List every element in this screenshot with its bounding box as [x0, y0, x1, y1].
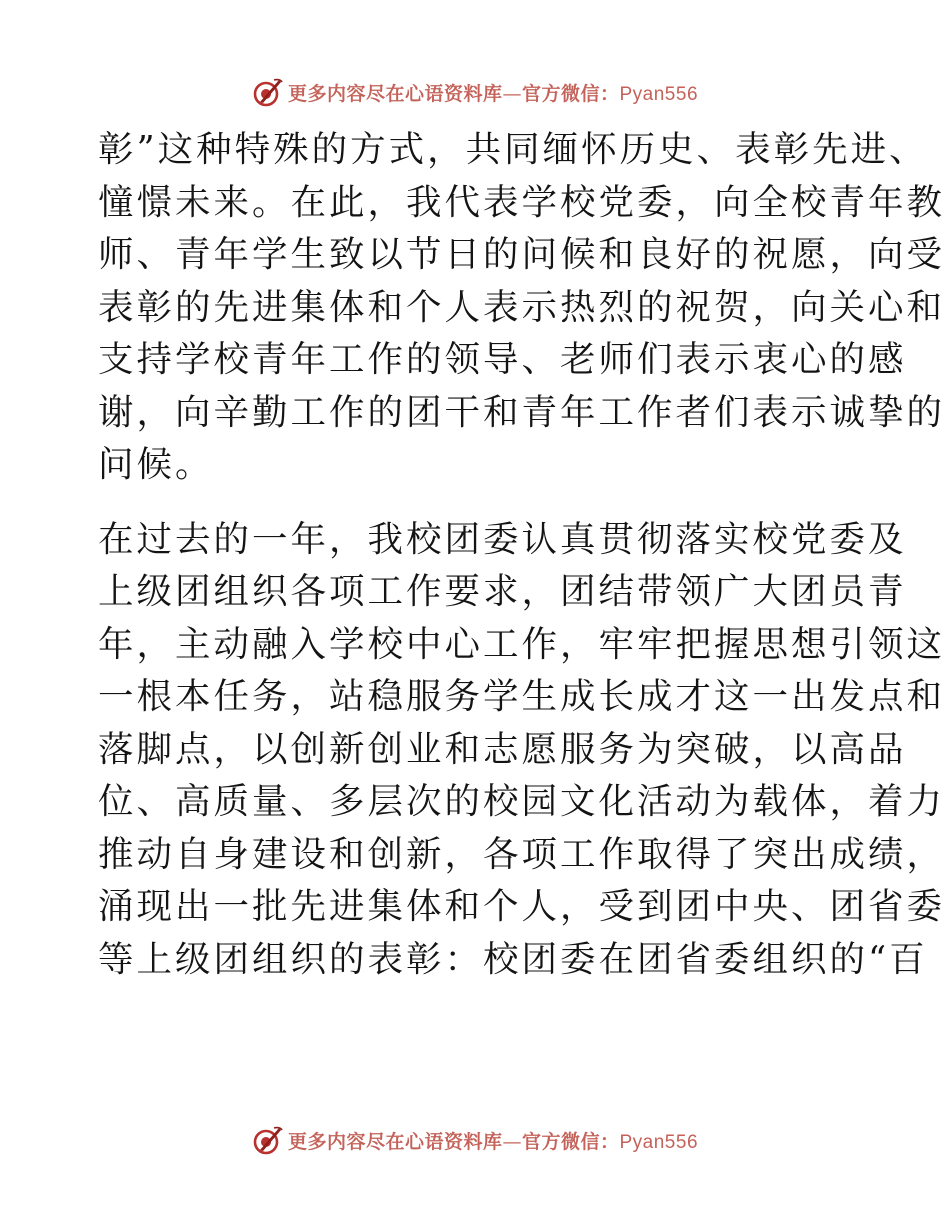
paragraph: [98, 124, 946, 492]
text-line: 师、青年学生致以节日的问候和良好的祝愿，向受: [98, 234, 946, 275]
banner-separator: —: [502, 82, 522, 105]
text-line: 上级团组织各项工作要求，团结带领广大团员青: [98, 571, 907, 612]
text-line: 等上级团组织的表彰：校团委在团省委组织的“百: [98, 938, 928, 980]
banner-main-text: 更多内容尽在心语资料库: [287, 82, 503, 105]
paragraph-spacer: [98, 492, 858, 514]
text-line: 位、高质量、多层次的校园文化活动为载体，着力: [98, 781, 946, 822]
text-line: 憧憬未来。在此，我代表学校党委，向全校青年教: [98, 181, 946, 223]
banner-text: [288, 1127, 698, 1154]
text-line: 推动自身建设和创新，各项工作取得了突出成绩，: [98, 833, 946, 875]
quill-logo-icon: [252, 76, 284, 108]
text-line: 在过去的一年，我校团委认真贯彻落实校党委及: [98, 518, 907, 560]
banner-text: [288, 79, 698, 106]
paragraph: [98, 514, 946, 1039]
quill-logo-icon: [252, 1124, 284, 1156]
text-line: 落脚点，以创新创业和志愿服务为突破，以高品: [98, 728, 907, 770]
text-line: 表彰的先进集体和个人表示热烈的祝贺，向关心和: [98, 286, 946, 328]
header-banner: [0, 72, 950, 112]
text-line: 年，主动融入学校中心工作，牢牢把握思想引领这: [98, 623, 946, 665]
banner-wechat-label: 官方微信：: [521, 1130, 620, 1153]
text-line: 涌现出一批先进集体和个人，受到团中央、团省委: [98, 886, 946, 927]
banner-wechat-id: Pyan556: [619, 83, 699, 105]
banner-wechat-label: 官方微信：: [521, 82, 620, 105]
text-line: 彰”这种特殊的方式，共同缅怀历史、表彰先进、: [98, 129, 928, 170]
text-line: 支持学校青年工作的领导、老师们表示衷心的感: [98, 339, 907, 380]
text-line: 谢，向辛勤工作的团干和青年工作者们表示诚挚的: [98, 391, 946, 433]
banner-wechat-id: Pyan556: [619, 1131, 699, 1153]
banner-main-text: 更多内容尽在心语资料库: [287, 1130, 503, 1153]
text-line: 问候。: [98, 444, 214, 485]
banner-separator: —: [502, 1130, 522, 1153]
text-line: [98, 986, 858, 1039]
footer-banner: [0, 1120, 950, 1160]
document-body: [98, 124, 946, 1039]
text-line: 一根本任务，站稳服务学生成长成才这一出发点和: [98, 676, 946, 717]
